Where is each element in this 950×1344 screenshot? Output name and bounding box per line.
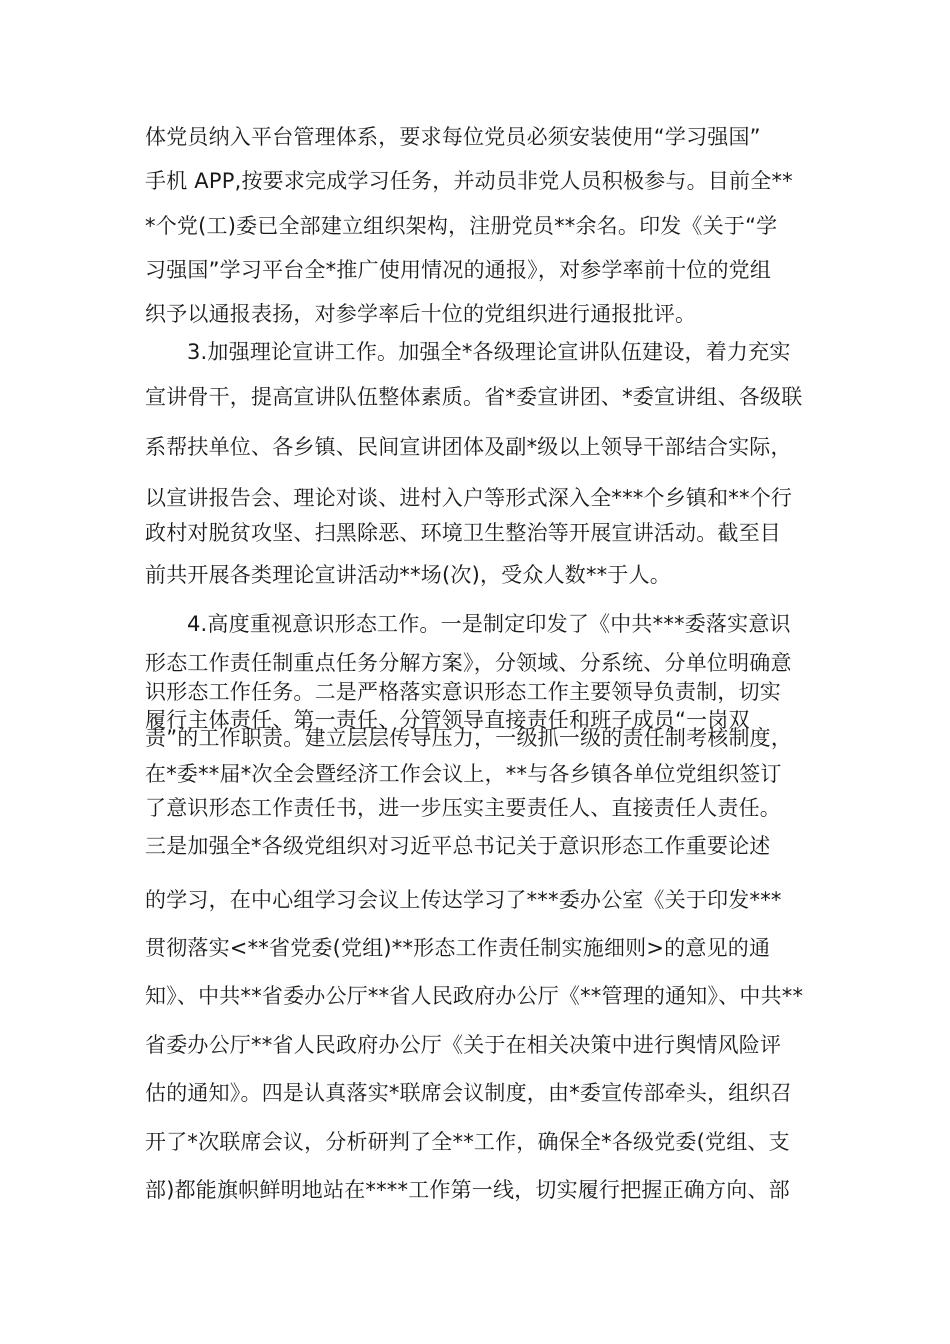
text-line: 知》、中共**省委办公厅**省人民政府办公厅《**管理的通知》、中共** — [145, 984, 804, 1008]
text-line: 的学习，在中心组学习会议上传达学习了***委办公室《关于印发*** — [145, 888, 782, 912]
text-line: 宣讲骨干，提高宣讲队伍整体素质。省*委宣讲团、*委宣讲组、各级联 — [145, 385, 803, 409]
text-line: 开了*次联席会议，分析研判了全**工作，确保全*各级党委(党组、支 — [145, 1130, 790, 1154]
text-line: 形态工作责任制重点任务分解方案》，分领域、分系统、分单位明确意 — [145, 651, 792, 675]
text-line: 贯彻落实<**省党委(党组)**形态工作责任制实施细则>的意见的通 — [145, 936, 771, 960]
text-line: 省委办公厅**省人民政府办公厅《关于在相关决策中进行舆情风险评 — [145, 1033, 782, 1057]
text-line: 在*委**届*次全会暨经济工作会议上，**与各乡镇各单位党组织签订 — [145, 762, 782, 786]
text-line: 识形态工作任务。二是严格落实意识形态工作主要领导负责制，切实 — [145, 680, 781, 704]
text-line: 部)都能旗帜鲜明地站在****工作第一线，切实履行把握正确方向、部 — [145, 1178, 790, 1202]
text-line: 习强国”学习平台全*推广使用情况的通报》，对参学率前十位的党组 — [145, 258, 772, 282]
text-line: 织予以通报表扬，对参学率后十位的党组织进行通报批评。 — [145, 302, 697, 326]
text-line: *个党(工)委已全部建立组织架构，注册党员**余名。印发《关于“学 — [145, 214, 778, 238]
text-line: 了意识形态工作责任书，进一步压实主要责任人、直接责任人责任。 — [145, 796, 781, 820]
text-line: 估的通知》。四是认真落实*联席会议制度，由*委宣传部牵头，组织召 — [145, 1081, 792, 1105]
text-line: 体党员纳入平台管理体系，要求每位党员必须安装使用“学习强国” — [145, 125, 761, 149]
text-line: 前共开展各类理论宣讲活动**场(次)，受众人数**于人。 — [145, 563, 671, 587]
text-line: 以宣讲报告会、理论对谈、进村入户等形式深入全***个乡镇和**个行 — [145, 486, 793, 510]
paragraph-3-first-line: 3.加强理论宣讲工作。加强全*各级理论宣讲队伍建设，着力充实 — [187, 340, 791, 364]
text-line: 系帮扶单位、各乡镇、民间宣讲团体及副*级以上领导干部结合实际， — [145, 435, 792, 459]
text-line: 手机 APP,按要求完成学习任务，并动员非党人员积极参与。目前全** — [145, 169, 793, 193]
text-line: 责”的工作职责。建立层层传导压力，一级抓一级的责任制考核制度， — [145, 726, 793, 750]
paragraph-4-first-line: 4.高度重视意识形态工作。一是制定印发了《中共***委落实意识 — [187, 612, 791, 636]
text-line: 履行主体责任、第一责任、分管领导直接责任和班子成员“一岗双 — [145, 708, 750, 732]
text-line: 政村对脱贫攻坚、扫黑除恶、环境卫生整治等开展宣讲活动。截至目 — [145, 521, 781, 545]
text-line: 三是加强全*各级党组织对习近平总书记关于意识形态工作重要论述 — [145, 834, 771, 858]
